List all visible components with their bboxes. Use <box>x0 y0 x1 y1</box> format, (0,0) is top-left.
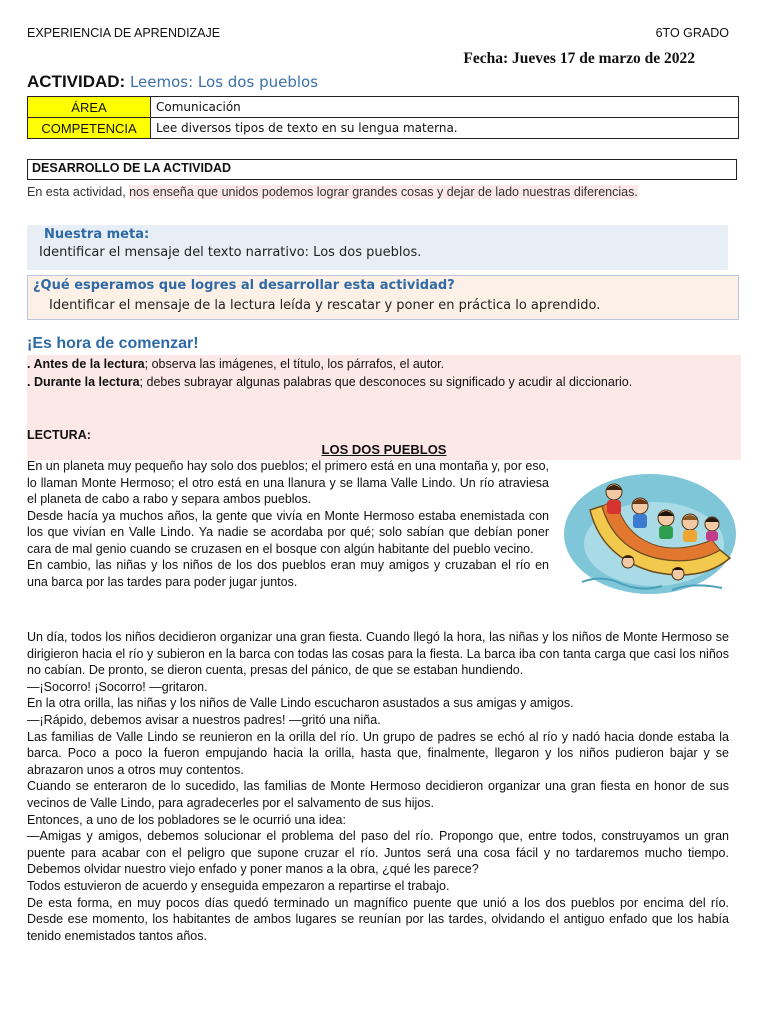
date-line: Fecha: Jueves 17 de marzo de 2022 <box>463 50 695 67</box>
area-value-cell: Comunicación <box>151 97 739 118</box>
activity-label: ACTIVIDAD: <box>27 72 126 91</box>
header-title: EXPERIENCIA DE APRENDIZAJE <box>27 26 221 40</box>
story-paragraph: En la otra orilla, las niñas y los niños de Valle Lindo escucharon asustados a sus amigas y amigos. <box>27 696 574 711</box>
story-paragraph: —¡Socorro! ¡Socorro! —gritaron. <box>27 679 208 694</box>
competencia-header-cell: COMPETENCIA <box>28 118 151 139</box>
during-reading <box>27 374 739 391</box>
story-paragraph: Desde hacía ya muchos años, la gente que vivía en Monte Hermoso estaba enemistada con los que vivían en Valle Lindo. Ya nadie se acordaba por qué; solo sabían que debían poner cara de mal genio cuando se cruzasen en el bosque con algún habitante del pueblo vecino. <box>27 508 549 556</box>
story-paragraph: En un planeta muy pequeño hay solo dos pueblos; el primero está en una montaña y, por eso, lo llaman Monte Hermoso; el otro está en una llanura y se llama Valle Lindo. Un río atraviesa el planeta de cabo a rabo y separa ambos pueblos. <box>27 459 549 506</box>
during-reading-label: . Durante la lectura <box>27 375 140 389</box>
area-header-cell: ÁREA <box>28 97 151 118</box>
intro-plain: En esta actividad, <box>27 185 130 199</box>
competencia-value-cell: Lee diversos tipos de texto en su lengua materna. <box>151 118 739 139</box>
activity-intro <box>27 184 728 201</box>
expectation-heading: ¿Qué esperamos que logres al desarrollar esta actividad? <box>33 278 455 293</box>
story-text-full <box>27 629 729 944</box>
story-paragraph: —Amigas y amigos, debemos solucionar el problema del paso del río. Propongo que, entre todos, construyamos un gran puente para acabar con el peligro que supone cruzar el río. Juntos será una cosa fácil y no tardaremos mucho tiempo. Debemos olvidar nuestro viejo enfado y poner manos a la obra, ¿qué les parece? <box>27 829 729 877</box>
story-paragraph: Cuando se enteraron de lo sucedido, las familias de Monte Hermoso decidieron organizar una gran fiesta en honor de sus vecinos de Valle Lindo, para agradecerles por el salvamento de sus hijos. <box>27 779 729 810</box>
table-row <box>28 118 739 139</box>
activity-title: Leemos: Los dos pueblos <box>129 73 319 91</box>
development-heading: DESARROLLO DE LA ACTIVIDAD <box>27 159 737 180</box>
goal-heading: Nuestra meta: <box>44 227 150 242</box>
before-reading <box>27 356 739 373</box>
expectation-text: Identificar el mensaje de la lectura leída y rescatar y poner en práctica lo aprendido. <box>49 298 601 313</box>
story-paragraph: —¡Rápido, debemos avisar a nuestros padres! —gritó una niña. <box>27 712 381 727</box>
intro-highlight: nos enseña que unidos podemos lograr grandes cosas y dejar de lado nuestras diferencias. <box>129 185 638 199</box>
story-paragraph: En cambio, las niñas y los niños de los dos pueblos eran muy amigos y cruzaban el río en una barca por las tardes para poder jugar juntos. <box>27 558 549 589</box>
before-reading-text: ; observa las imágenes, el título, los párrafos, el autor. <box>144 357 445 371</box>
story-paragraph: De esta forma, en muy pocos días quedó terminado un magnífico puente que unió a los dos pueblos por encima del río. Desde ese momento, los habitantes de ambos lugares se reunían por las tardes, olvidando el antiguo enfado que los había tenido enemistados tantos años. <box>27 895 729 943</box>
area-table <box>27 96 739 139</box>
illustration-svg <box>562 462 737 597</box>
header-grade: 6TO GRADO <box>655 26 729 40</box>
story-paragraph: Un día, todos los niños decidieron organizar una gran fiesta. Cuando llegó la hora, las niñas y los niños de Monte Hermoso se dirigieron hacia el río y subieron en la barca con todas las cosas para la fiesta. La barca iba con tanta carga que casi los niños no cabían. De pronto, se dieron cuenta, presas del pánico, de que se estaban hundiendo. <box>27 630 729 678</box>
before-reading-label: . Antes de la lectura <box>27 357 145 371</box>
start-heading: ¡Es hora de comenzar! <box>27 335 199 352</box>
expectation-box <box>27 275 739 320</box>
during-reading-text: ; debes subrayar algunas palabras que desconoces su significado y acudir al diccionario. <box>139 375 633 389</box>
story-paragraph: Las familias de Valle Lindo se reunieron en la orilla del río. Un grupo de padres se echó al río y nadó hacia donde estaba la barca. Poco a poco la fueron empujando hacia la orilla, hasta que, finalmente, llegaron y los niños pudieron bajar y se abrazaron unos a otros muy contentos. <box>27 729 729 777</box>
goal-box <box>27 225 728 270</box>
story-paragraph: Entonces, a uno de los pobladores se le ocurrió una idea: <box>27 812 346 827</box>
table-row <box>28 97 739 118</box>
children-in-boat-illustration <box>562 462 737 597</box>
story-title: LOS DOS PUEBLOS <box>321 442 447 457</box>
activity-heading <box>27 72 318 92</box>
page-header <box>27 26 741 42</box>
story-paragraph: Todos estuvieron de acuerdo y enseguida empezaron a repartirse el trabajo. <box>27 878 450 893</box>
reading-label: LECTURA: <box>27 428 91 442</box>
story-text-wrapped <box>27 458 549 590</box>
goal-text: Identificar el mensaje del texto narrativo: Los dos pueblos. <box>39 245 422 260</box>
